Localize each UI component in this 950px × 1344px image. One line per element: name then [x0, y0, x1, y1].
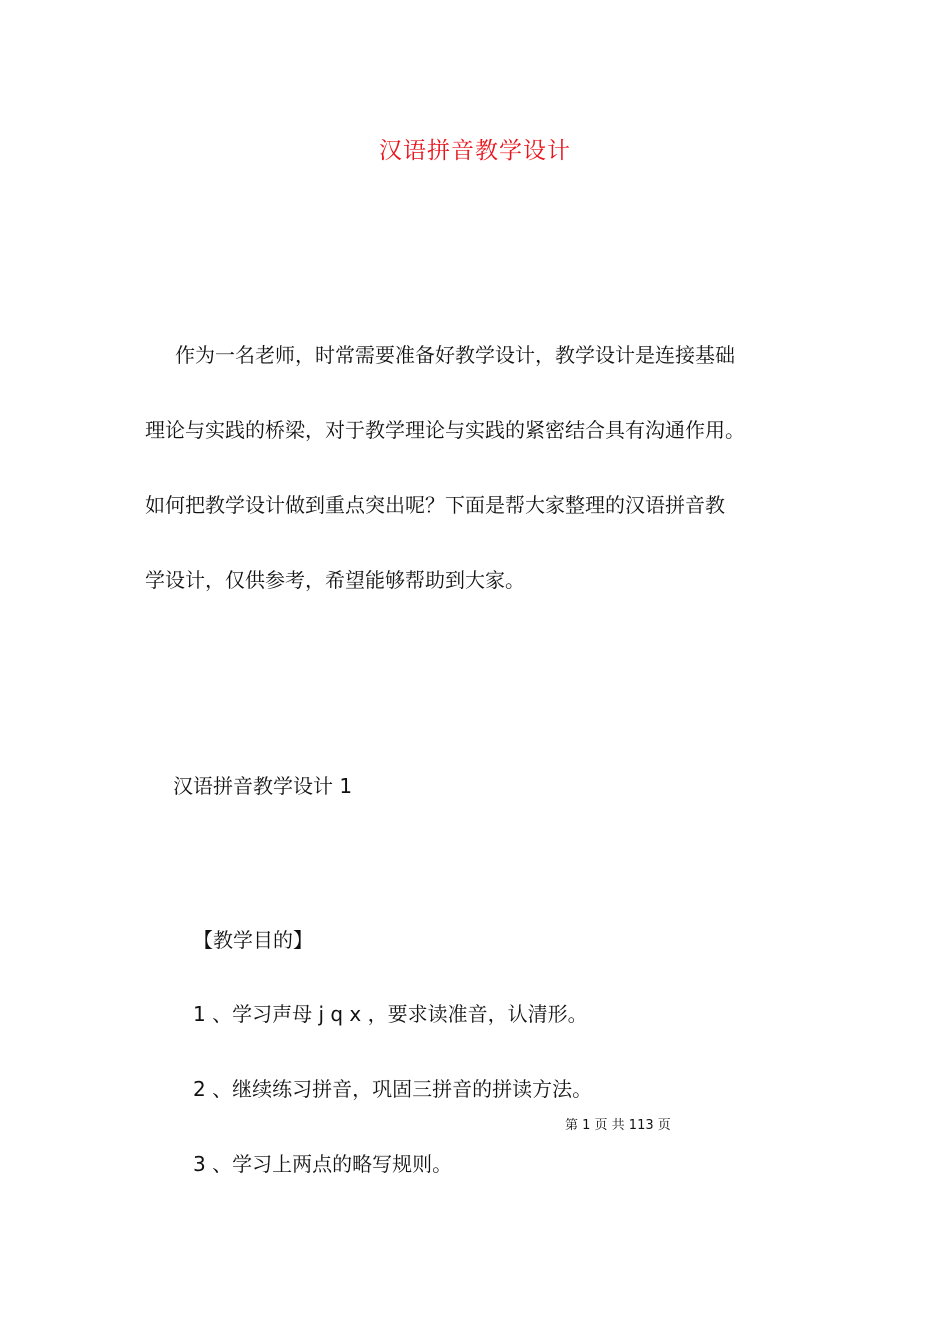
- objectives-heading: 【教学目的】: [193, 928, 313, 952]
- section-title: 汉语拼音教学设计 1: [173, 774, 353, 798]
- objective-item: 1 、学习声母 j q x ，要求读准音，认清形。: [193, 1002, 588, 1026]
- page-footer: 第 1 页 共 113 页: [565, 1118, 671, 1133]
- intro-line: 理论与实践的桥梁，对于教学理论与实践的紧密结合具有沟通作用。: [145, 418, 745, 442]
- intro-line: 如何把教学设计做到重点突出呢？下面是帮大家整理的汉语拼音教: [145, 493, 725, 517]
- objective-item: 2 、继续练习拼音，巩固三拼音的拼读方法。: [193, 1077, 593, 1101]
- objective-item: 3 、学习上两点的略写规则。: [193, 1152, 453, 1176]
- intro-line: 作为一名老师，时常需要准备好教学设计，教学设计是连接基础: [175, 343, 735, 367]
- intro-paragraph: [145, 318, 825, 618]
- intro-line: 学设计，仅供参考，希望能够帮助到大家。: [145, 568, 525, 592]
- document-title: 汉语拼音教学设计: [379, 138, 571, 164]
